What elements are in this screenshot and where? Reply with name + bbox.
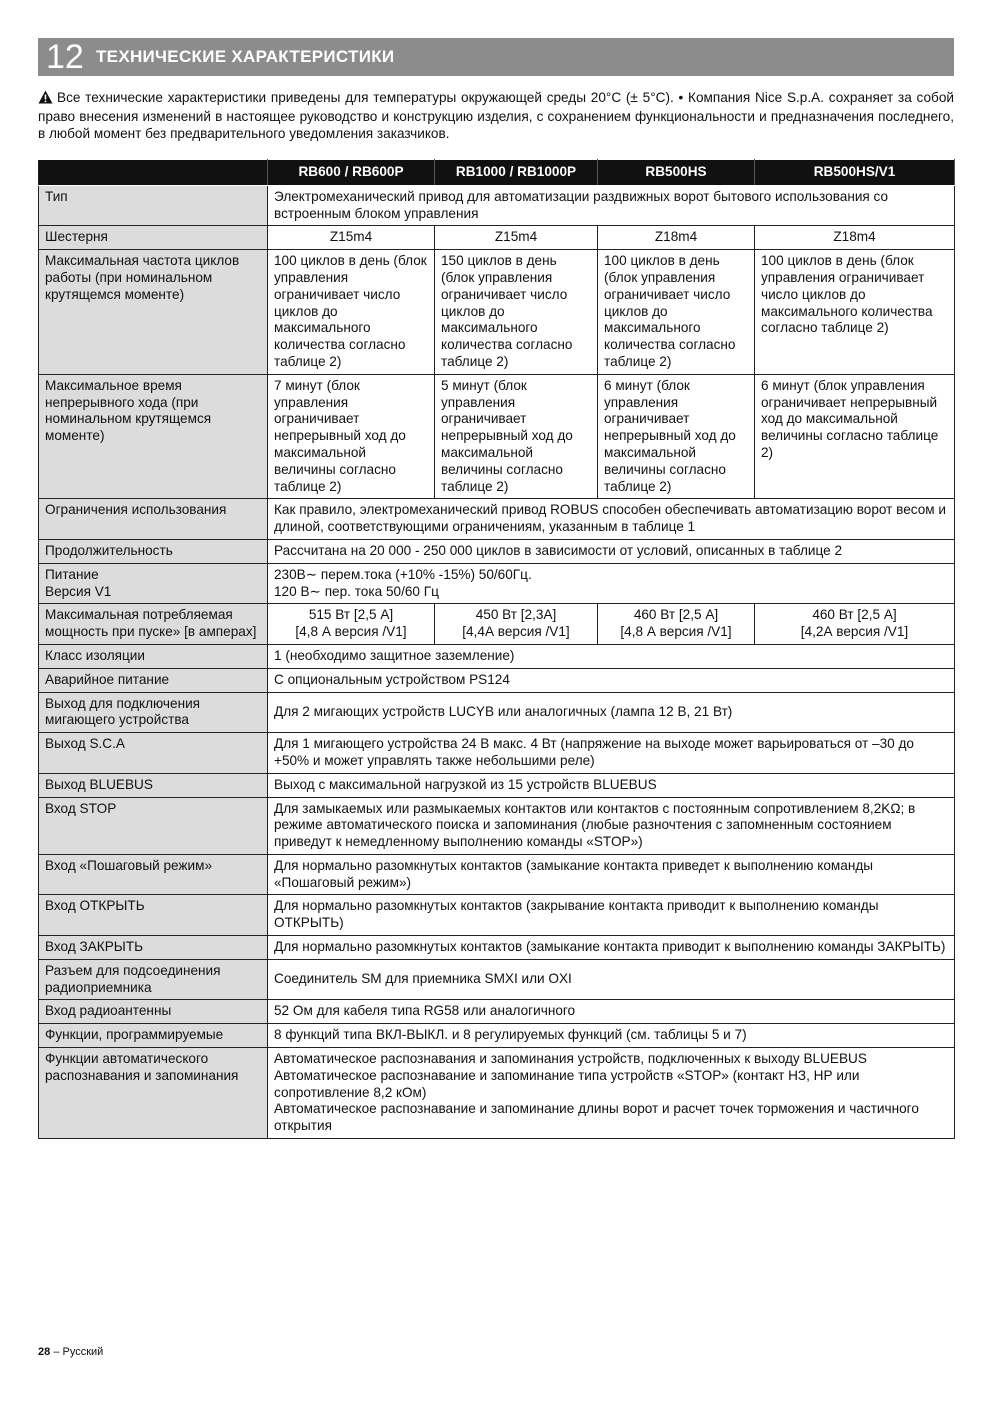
table-row [39, 539, 955, 563]
value-line: [4,2А версия /V1] [800, 624, 909, 640]
cell-value: 150 циклов в день (блок управления ограничивает число циклов до максимального количества согласно таблице 2) [435, 250, 598, 375]
cell-value: Z15m4 [435, 226, 598, 250]
warning-icon [38, 90, 53, 108]
row-label: Аварийное питание [39, 668, 268, 692]
row-label: Тип [39, 185, 268, 226]
cell-value: 5 минут (блок управления ограничивает непрерывный ход до максимальной величины согласно таблице 2) [435, 374, 598, 499]
value-line: 460 Вт [2,5 А] [633, 607, 719, 623]
row-value: Для 2 мигающих устройств LUCYB или аналогичных (лампа 12 В, 21 Вт) [268, 692, 955, 733]
table-row [39, 644, 955, 668]
cell-value: 6 минут (блок управления ограничивает непрерывный ход до максимальной величины согласно таблице 2) [598, 374, 755, 499]
row-label: Вход ОТКРЫТЬ [39, 895, 268, 936]
cell-value [598, 604, 755, 645]
intro-text: Все технические характеристики приведены для температуры окружающей среды 20°C (± 5°C). • Компания Nice S.p.A. сохраняет за собой право внесения изменений в настоящее руководство и конструкцию изделия, с сохранением функциональности и предназначения последнего, в любой момент без предварительного уведомления заказчиков. [38, 90, 954, 141]
header-blank [39, 160, 268, 186]
row-value: 8 функций типа ВКЛ-ВЫКЛ. и 8 регулируемых функций (см. таблицы 5 и 7) [268, 1024, 955, 1048]
row-label: Максимальная потребляемая мощность при пуске» [в амперах] [39, 604, 268, 645]
row-value: Для нормально разомкнутых контактов (замыкание контакта приведет к выполнению команды «Пошаговый режим») [268, 854, 955, 895]
col-header: RB1000 / RB1000P [435, 160, 598, 186]
cell-value [755, 604, 955, 645]
row-value: Как правило, электромеханический привод ROBUS способен обеспечивать автоматизацию ворот весом и длиной, соответствующими ограничениям, указанным в таблице 1 [268, 499, 955, 540]
label-line: Версия V1 [45, 583, 112, 599]
table-header-row [39, 160, 955, 186]
row-value: С опциональным устройством PS124 [268, 668, 955, 692]
cell-value: 100 циклов в день (блок управления ограничивает число циклов до максимального количества согласно таблице 2) [268, 250, 435, 375]
table-row [39, 733, 955, 774]
table-row [39, 185, 955, 226]
row-value: 52 Ом для кабеля типа RG58 или аналогичного [268, 1000, 955, 1024]
col-header: RB500HS/V1 [755, 160, 955, 186]
value-line: [4,8 А версия /V1] [295, 624, 407, 640]
row-label: Шестерня [39, 226, 268, 250]
footer-language: – Русский [53, 1346, 104, 1358]
row-label [39, 563, 268, 604]
cell-value: 100 циклов в день (блок управления ограничивает число циклов до максимального количества согласно таблице 2) [755, 250, 955, 375]
table-row [39, 1024, 955, 1048]
col-header: RB500HS [598, 160, 755, 186]
value-line: [4,4А версия /V1] [462, 624, 570, 640]
row-label: Продолжительность [39, 539, 268, 563]
value-line: Автоматическое распознавание и запоминание длины ворот и расчет точек торможения и частичного открытия [274, 1101, 919, 1134]
table-row [39, 959, 955, 1000]
table-row [39, 250, 955, 375]
cell-value: Z18m4 [598, 226, 755, 250]
row-value: 1 (необходимо защитное заземление) [268, 644, 955, 668]
value-line: Автоматическое распознавания и запоминания устройств, подключенных к выходу BLUEBUS [274, 1051, 867, 1067]
cell-value: 7 минут (блок управления ограничивает непрерывный ход до максимальной величины согласно таблице 2) [268, 374, 435, 499]
table-row [39, 1048, 955, 1139]
row-label: Класс изоляции [39, 644, 268, 668]
row-label: Выход BLUEBUS [39, 773, 268, 797]
row-value [268, 1048, 955, 1139]
table-row [39, 563, 955, 604]
table-row [39, 226, 955, 250]
row-label: Разъем для подсоединения радиоприемника [39, 959, 268, 1000]
row-label: Максимальное время непрерывного хода (при номинальном крутящемся моменте) [39, 374, 268, 499]
value-line: [4,8 А версия /V1] [620, 624, 732, 640]
table-row [39, 773, 955, 797]
value-line: 230В∼ перем.тока (+10% -15%) 50/60Гц. [274, 566, 532, 582]
row-label: Вход ЗАКРЫТЬ [39, 936, 268, 960]
row-label: Выход S.C.A [39, 733, 268, 774]
table-row [39, 1000, 955, 1024]
table-row [39, 668, 955, 692]
row-label: Вход радиоантенны [39, 1000, 268, 1024]
row-value: Для нормально разомкнутых контактов (закрывание контакта приводит к выполнению команды ОТКРЫТЬ) [268, 895, 955, 936]
row-value: Для 1 мигающего устройства 24 В макс. 4 Вт (напряжение на выходе может варьироваться от –30 до +50% и может управлять также небольшими реле) [268, 733, 955, 774]
table-row [39, 604, 955, 645]
row-value: Электромеханический привод для автоматизации раздвижных ворот бытового использования со встроенным блоком управления [268, 185, 955, 226]
row-value: Рассчитана на 20 000 - 250 000 циклов в зависимости от условий, описанных в таблице 2 [268, 539, 955, 563]
col-header: RB600 / RB600P [268, 160, 435, 186]
row-label: Функции автоматического распознавания и запоминания [39, 1048, 268, 1139]
value-line: 450 Вт [2,3А] [475, 607, 557, 623]
row-label: Максимальная частота циклов работы (при номинальном крутящемся моменте) [39, 250, 268, 375]
page-number: 28 [38, 1346, 51, 1358]
row-value: Выход с максимальной нагрузкой из 15 устройств BLUEBUS [268, 773, 955, 797]
cell-value: Z15m4 [268, 226, 435, 250]
table-row [39, 936, 955, 960]
cell-value: 6 минут (блок управления ограничивает непрерывный ход до максимальной величины согласно таблице 2) [755, 374, 955, 499]
row-value: Соединитель SM для приемника SMXI или OXI [268, 959, 955, 1000]
cell-value [435, 604, 598, 645]
table-row [39, 692, 955, 733]
specs-table [38, 159, 955, 1139]
table-row [39, 854, 955, 895]
table-row [39, 895, 955, 936]
table-row [39, 374, 955, 499]
section-title: ТЕХНИЧЕСКИЕ ХАРАКТЕРИСТИКИ [96, 47, 395, 66]
page-footer [38, 1346, 103, 1358]
section-header [38, 38, 954, 76]
row-value: Для замыкаемых или размыкаемых контактов или контактов с постоянным сопротивлением 8,2KΩ; в режиме автоматического поиска и запоминания (любые разночтения с запомненным состоянием приведут к немедленному выполнению команды «STOP») [268, 797, 955, 854]
cell-value: 100 циклов в день (блок управления ограничивает число циклов до максимального количества согласно таблице 2) [598, 250, 755, 375]
row-label: Ограничения использования [39, 499, 268, 540]
value-line: 120 В∼ пер. тока 50/60 Гц [274, 583, 439, 599]
table-row [39, 797, 955, 854]
row-value [268, 563, 955, 604]
cell-value [268, 604, 435, 645]
value-line: 460 Вт [2,5 А] [812, 607, 897, 623]
label-line: Питание [45, 566, 99, 582]
intro-note [38, 89, 954, 142]
cell-value: Z18m4 [755, 226, 955, 250]
value-line: 515 Вт [2,5 А] [308, 607, 394, 623]
table-row [39, 499, 955, 540]
row-label: Вход STOP [39, 797, 268, 854]
value-line: Автоматическое распознавание и запоминание типа устройств «STOP» (контакт НЗ, НР или сопротивление 8,2 кОм) [274, 1067, 860, 1100]
row-value: Для нормально разомкнутых контактов (замыкание контакта приводит к выполнению команды ЗАКРЫТЬ) [268, 936, 955, 960]
row-label: Функции, программируемые [39, 1024, 268, 1048]
row-label: Вход «Пошаговый режим» [39, 854, 268, 895]
row-label: Выход для подключения мигающего устройства [39, 692, 268, 733]
section-number: 12 [46, 38, 84, 76]
